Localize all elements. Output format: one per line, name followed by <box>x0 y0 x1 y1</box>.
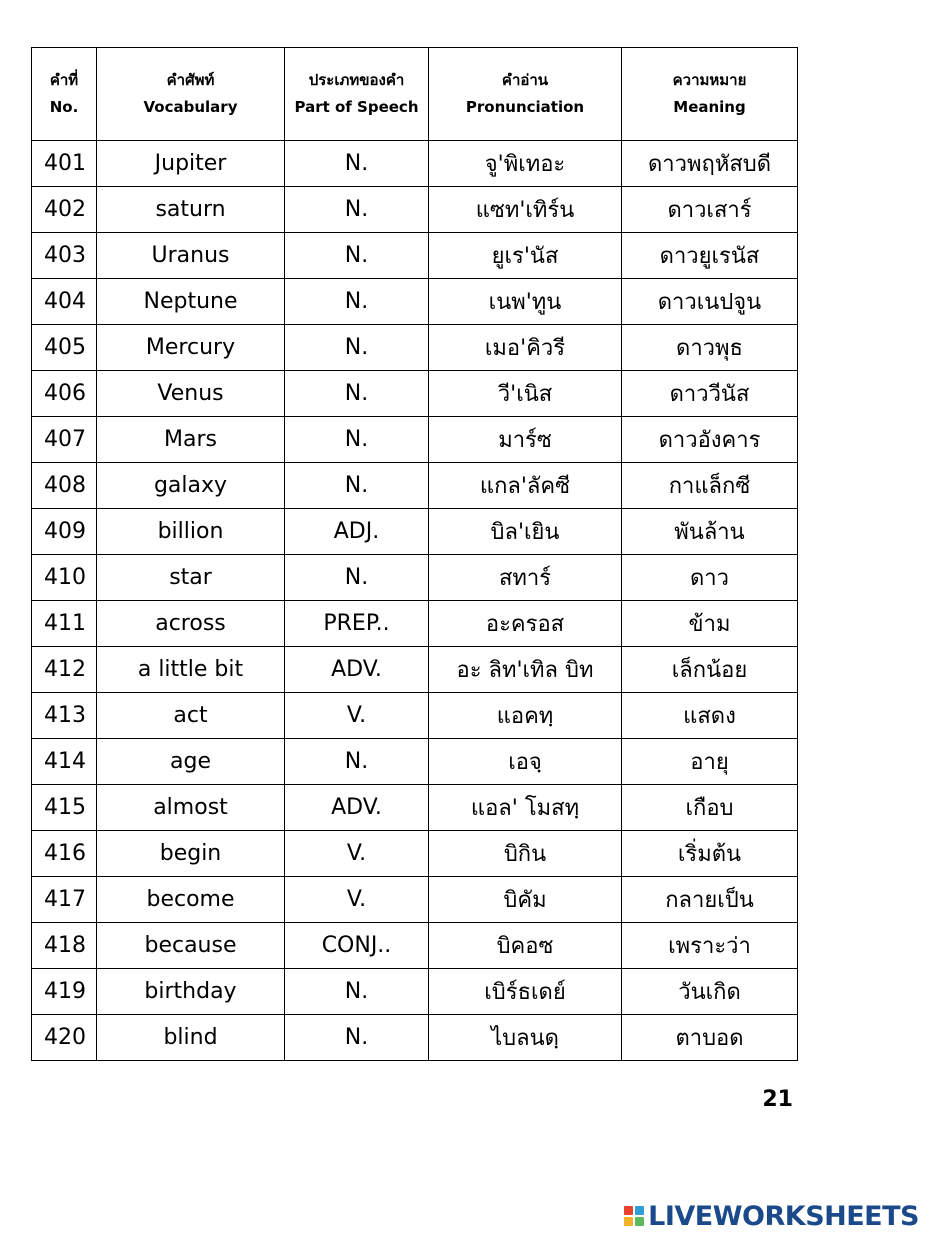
cell-number: 405 <box>32 325 97 371</box>
header-label-thai: คำอ่าน <box>501 71 549 89</box>
cell-meaning: เกือบ <box>622 785 798 831</box>
cell-meaning: ตาบอด <box>622 1015 798 1061</box>
cell-vocabulary: Venus <box>97 371 285 417</box>
cell-pronunciation: ไบลนดฺ <box>429 1015 622 1061</box>
cell-number: 406 <box>32 371 97 417</box>
cell-part-of-speech: N. <box>285 141 429 187</box>
cell-vocabulary: age <box>97 739 285 785</box>
cell-part-of-speech: PREP.. <box>285 601 429 647</box>
cell-vocabulary: Jupiter <box>97 141 285 187</box>
cell-number: 415 <box>32 785 97 831</box>
cell-vocabulary: galaxy <box>97 463 285 509</box>
cell-part-of-speech: ADJ. <box>285 509 429 555</box>
table-row <box>32 877 798 923</box>
cell-part-of-speech: ADV. <box>285 785 429 831</box>
cell-pronunciation: แซท'เทิร์น <box>429 187 622 233</box>
page-number: 21 <box>762 1087 793 1112</box>
cell-part-of-speech: N. <box>285 555 429 601</box>
cell-part-of-speech: N. <box>285 463 429 509</box>
cell-number: 416 <box>32 831 97 877</box>
cell-number: 412 <box>32 647 97 693</box>
cell-pronunciation: แอล' โมสทฺ <box>429 785 622 831</box>
header-row <box>32 48 798 141</box>
cell-pronunciation: เนพ'ทูน <box>429 279 622 325</box>
cell-part-of-speech: N. <box>285 187 429 233</box>
logo-square <box>624 1217 633 1226</box>
header-no <box>32 48 97 141</box>
cell-meaning: ดาวพุธ <box>622 325 798 371</box>
cell-part-of-speech: N. <box>285 969 429 1015</box>
cell-number: 410 <box>32 555 97 601</box>
cell-vocabulary: Neptune <box>97 279 285 325</box>
cell-pronunciation: แกล'ลัคซี <box>429 463 622 509</box>
cell-vocabulary: Mars <box>97 417 285 463</box>
cell-part-of-speech: N. <box>285 233 429 279</box>
cell-part-of-speech: N. <box>285 325 429 371</box>
table-row <box>32 417 798 463</box>
table-row <box>32 785 798 831</box>
cell-vocabulary: begin <box>97 831 285 877</box>
cell-pronunciation: ยูเร'นัส <box>429 233 622 279</box>
cell-vocabulary: star <box>97 555 285 601</box>
table-row <box>32 831 798 877</box>
cell-pronunciation: เบิร์ธเดย์ <box>429 969 622 1015</box>
cell-number: 417 <box>32 877 97 923</box>
cell-pronunciation: บิคอซ <box>429 923 622 969</box>
cell-pronunciation: เอจฺ <box>429 739 622 785</box>
cell-part-of-speech: N. <box>285 279 429 325</box>
header-label-thai: ประเภทของคำ <box>308 71 405 89</box>
cell-vocabulary: because <box>97 923 285 969</box>
cell-meaning: วันเกิด <box>622 969 798 1015</box>
cell-meaning: เริ่มต้น <box>622 831 798 877</box>
cell-meaning: ดาวเนปจูน <box>622 279 798 325</box>
cell-number: 408 <box>32 463 97 509</box>
cell-meaning: ดาวอังคาร <box>622 417 798 463</box>
table-row <box>32 371 798 417</box>
table-row <box>32 969 798 1015</box>
table-row <box>32 187 798 233</box>
cell-meaning: เล็กน้อย <box>622 647 798 693</box>
cell-pronunciation: บิล'เยิน <box>429 509 622 555</box>
cell-number: 402 <box>32 187 97 233</box>
brand-name: LIVEWORKSHEETS <box>648 1200 919 1232</box>
cell-number: 413 <box>32 693 97 739</box>
header-meaning <box>622 48 798 141</box>
cell-vocabulary: blind <box>97 1015 285 1061</box>
brand-logo-icon <box>624 1206 644 1226</box>
cell-pronunciation: สทาร์ <box>429 555 622 601</box>
cell-meaning: ข้าม <box>622 601 798 647</box>
table-row <box>32 233 798 279</box>
cell-pronunciation: จู'พิเทอะ <box>429 141 622 187</box>
cell-number: 420 <box>32 1015 97 1061</box>
cell-meaning: ดาว <box>622 555 798 601</box>
cell-meaning: ดาวยูเรนัส <box>622 233 798 279</box>
cell-pronunciation: มาร์ซ <box>429 417 622 463</box>
liveworksheets-logo <box>624 1200 919 1232</box>
table-row <box>32 509 798 555</box>
cell-meaning: ดาววีนัส <box>622 371 798 417</box>
table-row <box>32 647 798 693</box>
cell-number: 404 <box>32 279 97 325</box>
table-row <box>32 1015 798 1061</box>
cell-part-of-speech: N. <box>285 739 429 785</box>
table-row <box>32 279 798 325</box>
logo-square <box>635 1217 644 1226</box>
cell-pronunciation: แอคทฺ <box>429 693 622 739</box>
table-row <box>32 555 798 601</box>
cell-number: 419 <box>32 969 97 1015</box>
cell-vocabulary: almost <box>97 785 285 831</box>
cell-number: 407 <box>32 417 97 463</box>
cell-pronunciation: บิคัม <box>429 877 622 923</box>
cell-vocabulary: across <box>97 601 285 647</box>
cell-part-of-speech: N. <box>285 371 429 417</box>
cell-meaning: ดาวพฤหัสบดี <box>622 141 798 187</box>
table-body <box>32 141 798 1061</box>
header-label-thai: คำศัพท์ <box>166 71 215 89</box>
cell-number: 414 <box>32 739 97 785</box>
cell-vocabulary: Uranus <box>97 233 285 279</box>
table-row <box>32 463 798 509</box>
cell-meaning: พันล้าน <box>622 509 798 555</box>
logo-square <box>624 1206 633 1215</box>
cell-meaning: กลายเป็น <box>622 877 798 923</box>
header-label-english: Part of Speech <box>294 98 419 116</box>
cell-pronunciation: อะ ลิท'เทิล บิท <box>429 647 622 693</box>
header-label-english: Meaning <box>673 98 746 116</box>
table-row <box>32 923 798 969</box>
cell-meaning: แสดง <box>622 693 798 739</box>
cell-vocabulary: billion <box>97 509 285 555</box>
cell-number: 418 <box>32 923 97 969</box>
table-row <box>32 141 798 187</box>
cell-part-of-speech: V. <box>285 693 429 739</box>
header-part-of-speech <box>285 48 429 141</box>
cell-pronunciation: บิกิน <box>429 831 622 877</box>
cell-part-of-speech: V. <box>285 877 429 923</box>
cell-meaning: เพราะว่า <box>622 923 798 969</box>
header-label-english: No. <box>49 98 79 116</box>
header-label-english: Pronunciation <box>465 98 585 116</box>
cell-meaning: อายุ <box>622 739 798 785</box>
cell-pronunciation: อะครอส <box>429 601 622 647</box>
cell-number: 401 <box>32 141 97 187</box>
table-header <box>32 48 798 141</box>
cell-vocabulary: become <box>97 877 285 923</box>
cell-part-of-speech: CONJ.. <box>285 923 429 969</box>
cell-vocabulary: saturn <box>97 187 285 233</box>
cell-vocabulary: Mercury <box>97 325 285 371</box>
cell-pronunciation: เมอ'คิวรี <box>429 325 622 371</box>
cell-meaning: ดาวเสาร์ <box>622 187 798 233</box>
header-label-thai: คำที่ <box>49 71 79 89</box>
cell-meaning: กาแล็กซี <box>622 463 798 509</box>
cell-vocabulary: act <box>97 693 285 739</box>
cell-vocabulary: birthday <box>97 969 285 1015</box>
vocabulary-table <box>31 47 798 1061</box>
table-row <box>32 693 798 739</box>
cell-part-of-speech: N. <box>285 1015 429 1061</box>
cell-number: 411 <box>32 601 97 647</box>
cell-part-of-speech: N. <box>285 417 429 463</box>
cell-number: 409 <box>32 509 97 555</box>
table-row <box>32 325 798 371</box>
cell-number: 403 <box>32 233 97 279</box>
header-pronunciation <box>429 48 622 141</box>
cell-part-of-speech: V. <box>285 831 429 877</box>
header-label-thai: ความหมาย <box>672 71 747 89</box>
cell-pronunciation: วี'เนิส <box>429 371 622 417</box>
table-row <box>32 601 798 647</box>
logo-square <box>635 1206 644 1215</box>
header-vocabulary <box>97 48 285 141</box>
cell-part-of-speech: ADV. <box>285 647 429 693</box>
header-label-english: Vocabulary <box>143 98 238 116</box>
table-row <box>32 739 798 785</box>
cell-vocabulary: a little bit <box>97 647 285 693</box>
